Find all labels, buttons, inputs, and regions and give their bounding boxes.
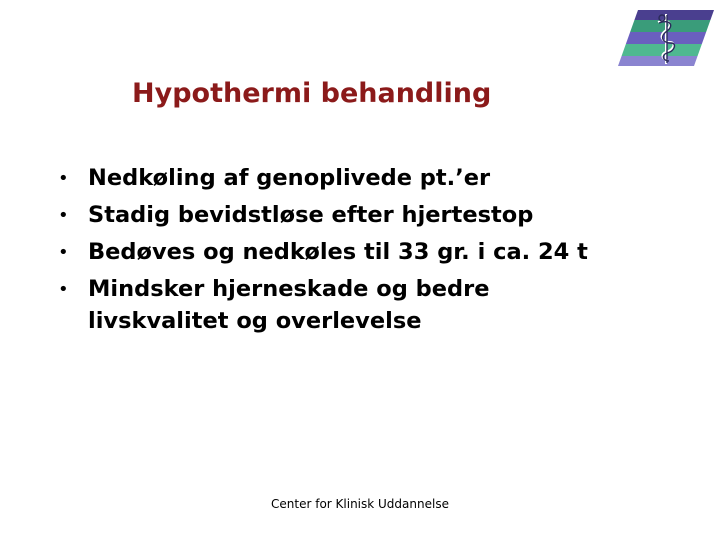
bullet-item — [58, 160, 698, 197]
bullet-text: Bedøves og nedkøles til 33 gr. i ca. 24 t — [88, 239, 588, 265]
bullet-item — [58, 234, 698, 271]
bullet-dot-icon: • — [58, 168, 69, 189]
bullet-item — [58, 197, 698, 234]
bullet-item — [58, 271, 698, 340]
slide-title: Hypothermi behandling — [132, 78, 492, 109]
bullet-dot-icon: • — [58, 242, 69, 263]
bullet-dot-icon: • — [58, 279, 69, 300]
bullet-text: Nedkøling af genoplivede pt.’er — [88, 165, 491, 191]
bullet-text: Mindsker hjerneskade og bedre livskvalitet og overlevelse — [88, 276, 490, 334]
bullet-dot-icon: • — [58, 205, 69, 226]
bullet-text: Stadig bevidstløse efter hjertestop — [88, 202, 534, 228]
caduceus-logo-icon — [616, 8, 716, 68]
bullet-list — [58, 160, 698, 340]
slide-footer: Center for Klinisk Uddannelse — [271, 497, 449, 511]
